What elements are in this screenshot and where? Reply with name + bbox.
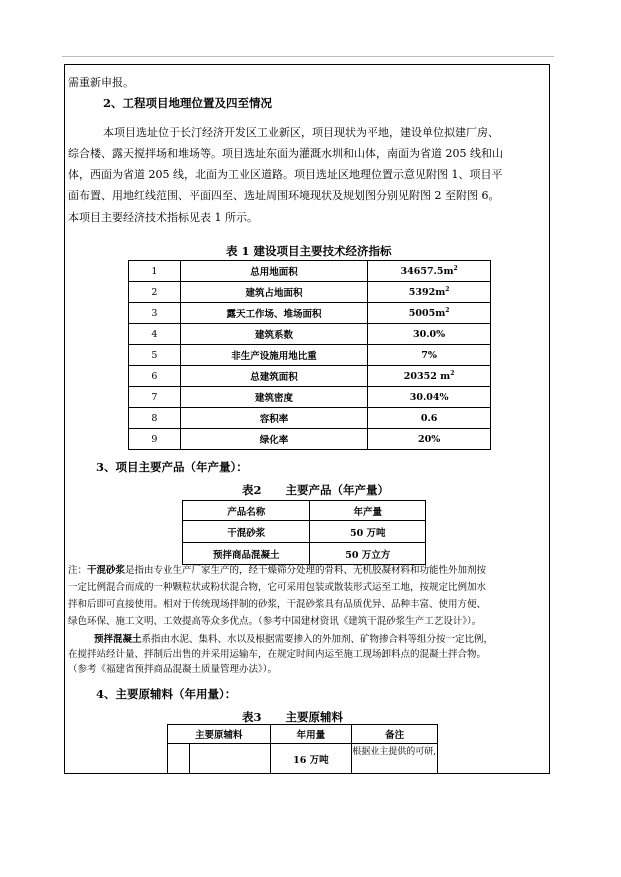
table-3-caption: 表3 主要原辅料	[242, 710, 344, 724]
continued-line: 需重新申报。	[68, 76, 134, 89]
paragraph-line: 面布置、用地红线范围、平面四至、选址周围环境现状及规划图分别见附图 2 至附图 6。	[68, 189, 500, 202]
indicator-value: 0.6	[368, 408, 491, 429]
row-number: 5	[129, 345, 181, 366]
paragraph-line: 本项目选址位于长汀经济开发区工业新区，项目现状为平地，建设单位拟建厂房、	[103, 126, 499, 139]
paragraph-line: 综合楼、露天搅拌场和堆场等。项目选址东面为灌溉水圳和山体，南面为省道 205 线和山	[68, 147, 503, 160]
note-1-line: 一定比例混合而成的一种颗粒状或粉状混合物，它可采用包装或散装形式运至工地，按规定比例加水	[68, 582, 487, 593]
indicator-value: $5005m^2$	[368, 303, 491, 324]
indicator-value: $34657.5m^2$	[368, 261, 491, 282]
row-number: 8	[129, 408, 181, 429]
note-1-line: 拌和后即可直接使用。相对于传统现场拌制的砂浆，干混砂浆具有品质优异、品种丰富、使用方便、	[68, 599, 487, 610]
indicator-value: 30.04%	[368, 387, 491, 408]
indicator-name: 建筑密度	[180, 387, 367, 408]
column-header: 主要原辅料	[168, 725, 271, 744]
note-2-line: 预拌混凝土系指由水泥、集料、水以及根据需要掺入的外加剂、矿物掺合料等组分按一定比例，	[94, 634, 494, 645]
table-2	[182, 500, 426, 565]
indicator-value: $5392m^2$	[368, 282, 491, 303]
material-name	[189, 744, 270, 774]
header-rule	[62, 56, 554, 57]
table-1-caption: 表 1 建设项目主要技术经济指标	[226, 244, 392, 258]
indicator-value: 20%	[368, 429, 491, 450]
indicator-name: 总用地面积	[180, 261, 367, 282]
indicator-name: 容积率	[180, 408, 367, 429]
table-header-row	[168, 725, 438, 744]
indicator-value: 7%	[368, 345, 491, 366]
product-output: 50 万吨	[310, 521, 426, 543]
section-3-title: 3、项目主要产品（年产量）：	[96, 460, 248, 474]
column-header: 备注	[352, 725, 438, 744]
paragraph-line: 体，西面为省道 205 线，北面为工业区道路。项目选址区地理位置示意见附图 1、项目平	[68, 168, 503, 181]
material-quantity: 16 万吨	[270, 744, 352, 774]
row-number: 9	[129, 429, 181, 450]
table-1	[128, 260, 491, 450]
material-remark: 根据业主提供的可研,	[352, 744, 438, 774]
column-header: 年产量	[310, 501, 426, 521]
paragraph-line: 本项目主要经济技术指标见表 1 所示。	[68, 211, 258, 224]
column-header: 产品名称	[183, 501, 310, 521]
section-4-title: 4、主要原辅料（年用量）：	[96, 687, 237, 701]
table-row	[168, 744, 438, 774]
table-3	[167, 724, 438, 774]
indicator-name: 建筑占地面积	[180, 282, 367, 303]
indicator-value: 30.0%	[368, 324, 491, 345]
table-row	[129, 387, 491, 408]
note-2-line: 在搅拌站经计量、拌制后出售的并采用运输车，在规定时间内运至施工现场卸料点的混凝土拌合物。	[68, 649, 487, 660]
row-number: 6	[129, 366, 181, 387]
row-number: 7	[129, 387, 181, 408]
indicator-name: 露天工作场、堆场面积	[180, 303, 367, 324]
section-2-title: 2、工程项目地理位置及四至情况	[103, 96, 272, 110]
table-row	[183, 543, 426, 565]
table-row	[129, 429, 491, 450]
table-row	[183, 521, 426, 543]
table-row	[129, 345, 491, 366]
row-number: 3	[129, 303, 181, 324]
indicator-name: 总建筑面积	[180, 366, 367, 387]
indicator-value: 20352 $m^2$	[368, 366, 491, 387]
row-number: 1	[129, 261, 181, 282]
product-output: 50 万立方	[310, 543, 426, 565]
note-2-line: （参考《福建省预拌商品混凝土质量管理办法》）。	[68, 664, 278, 675]
row-number: 4	[129, 324, 181, 345]
table-row	[129, 324, 491, 345]
material-index	[168, 744, 190, 774]
table-row	[129, 261, 491, 282]
column-header: 年用量	[270, 725, 352, 744]
table-header-row	[183, 501, 426, 521]
product-name: 预拌商品混凝土	[183, 543, 310, 565]
table-row	[129, 408, 491, 429]
table-row	[129, 303, 491, 324]
indicator-name: 绿化率	[180, 429, 367, 450]
note-1-line: 注：干混砂浆是指由专业生产厂家生产的，经干燥筛分处理的骨料、无机胶凝材料和功能性外加剂按	[68, 565, 487, 576]
table-row	[129, 282, 491, 303]
row-number: 2	[129, 282, 181, 303]
note-1-line: 绿色环保、施工文明、工效提高等众多优点。（参考中国建材资讯《建筑干混砂浆生产工艺设计》）。	[68, 616, 482, 627]
product-name: 干混砂浆	[183, 521, 310, 543]
table-2-caption: 表2 主要产品（年产量）	[242, 483, 390, 497]
table-row	[129, 366, 491, 387]
indicator-name: 建筑系数	[180, 324, 367, 345]
indicator-name: 非生产设施用地比重	[180, 345, 367, 366]
